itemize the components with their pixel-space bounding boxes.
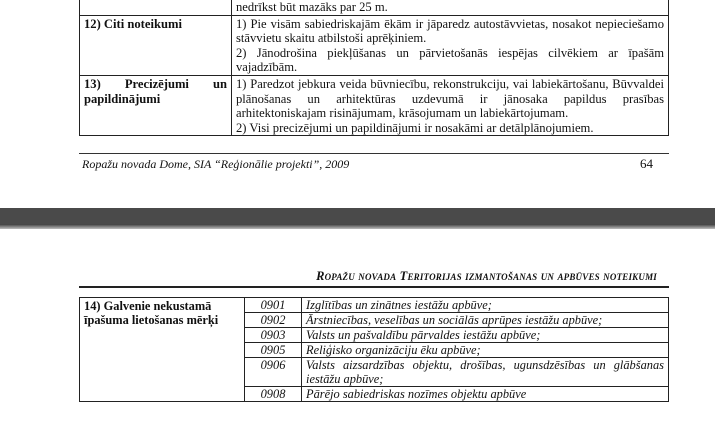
regulations-table-continued	[79, 0, 669, 136]
row-line: 2) Visi precizējumi un papildinājumi ir nosakāmi ar detālplānojumiem.	[236, 120, 594, 135]
row-content	[232, 75, 669, 135]
row-label-other-rules: 12) Citi noteikumi	[80, 15, 232, 75]
footer-divider	[79, 153, 669, 154]
row-line: 1) Paredzot jebkura veida būvniecību, rekonstrukciju, vai labiekārtošanu, Būvvaldei plānošanas un arhitektūras uzdevumā ir jānosaka papildus prasības arhitektoniskajam risinājumam, krāsojumam un labiekārtojumam.	[236, 76, 664, 121]
header-divider	[79, 286, 669, 288]
row-line: 2) Jānodrošina piekļūšanas un pārvietošanās iespējas cilvēkiem ar īpašām vajadzībām.	[236, 45, 664, 75]
use-description: Ārstniecības, veselības un sociālās aprūpes iestāžu apbūve;	[302, 313, 669, 328]
page-number: 64	[640, 156, 653, 171]
table-row	[80, 75, 669, 135]
land-use-purposes-table	[79, 297, 669, 402]
row-content	[232, 15, 669, 75]
page-footer: Ropažu novada Dome, SIA “Reģionālie projekti”, 2009	[82, 157, 350, 171]
row-label-clarifications: 13) Precizējumi un papildinājumi	[80, 75, 232, 135]
use-code: 0906	[245, 358, 302, 387]
use-code: 0903	[245, 328, 302, 343]
row-label-land-use: 14) Galvenie nekustamā īpašuma lietošanas mērķi	[80, 298, 245, 402]
use-code: 0902	[245, 313, 302, 328]
row-content	[232, 0, 669, 15]
document-page-64	[0, 0, 715, 208]
row-line: nedrīkst būt mazāks par 25 m.	[236, 0, 388, 14]
use-code: 0905	[245, 343, 302, 358]
document-page-next	[0, 229, 715, 427]
use-code: 0901	[245, 298, 302, 313]
use-description: Izglītības un zinātnes iestāžu apbūve;	[302, 298, 669, 313]
use-description: Pārējo sabiedriskas nozīmes objektu apbūve	[302, 387, 669, 402]
row-label	[80, 0, 232, 15]
use-description: Valsts un pašvaldību pārvaldes iestāžu apbūve;	[302, 328, 669, 343]
use-code: 0908	[245, 387, 302, 402]
table-row	[80, 0, 669, 15]
row-line: 1) Pie visām sabiedriskajām ēkām ir jāparedz autostāvvietas, nosakot nepieciešamo stāvvietu skaitu atbilstoši aprēķiniem.	[236, 16, 664, 46]
use-description: Valsts aizsardzības objektu, drošības, ugunsdzēsības un glābšanas iestāžu apbūve;	[302, 358, 669, 387]
use-description: Reliģisko organizāciju ēku apbūve;	[302, 343, 669, 358]
table-row	[80, 15, 669, 75]
table-row	[80, 298, 669, 313]
running-header: Ropažu novada Teritorijas izmantošanas un apbūves noteikumi	[316, 269, 657, 283]
